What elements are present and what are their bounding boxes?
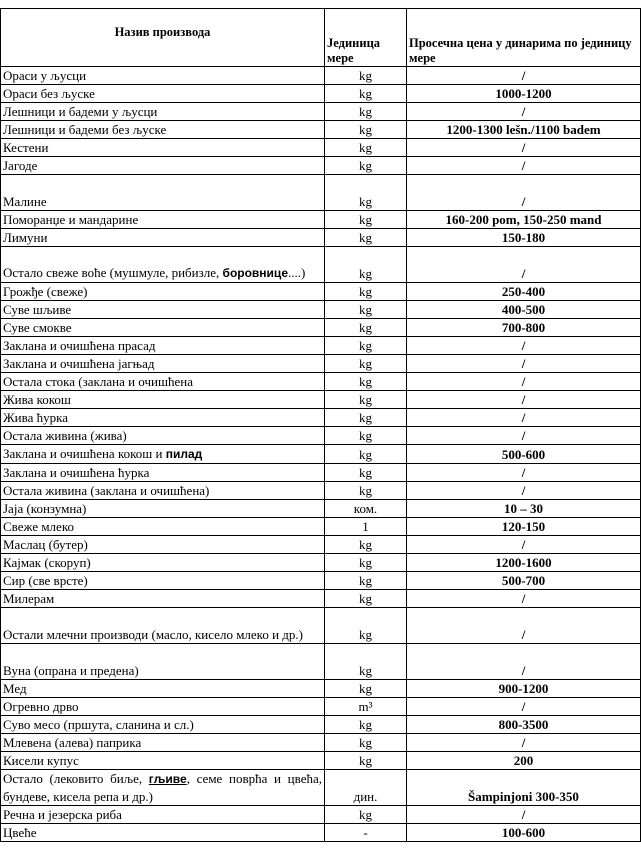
table-row <box>1 590 641 608</box>
table-row <box>1 337 641 355</box>
product-name-part: Заклана и очишћена кокош и <box>3 446 166 461</box>
unit-cell: kg <box>325 157 407 175</box>
price-cell: / <box>407 608 641 644</box>
price-cell: / <box>407 247 641 283</box>
unit-cell: m³ <box>325 698 407 716</box>
price-cell: 1200-1300 lešn./1100 badem <box>407 121 641 139</box>
price-cell: / <box>407 391 641 409</box>
product-name: Жива ћурка <box>1 409 325 427</box>
product-name-part: Остало (лековито биље, <box>3 771 149 786</box>
price-cell: / <box>407 355 641 373</box>
price-cell: / <box>407 175 641 211</box>
price-cell: / <box>407 734 641 752</box>
product-name: Млевена (алева) паприка <box>1 734 325 752</box>
product-name: Милерам <box>1 590 325 608</box>
product-name: Остала стока (заклана и очишћена <box>1 373 325 391</box>
price-table <box>0 8 641 842</box>
unit-cell: kg <box>325 445 407 464</box>
unit-cell: - <box>325 824 407 842</box>
unit-cell: kg <box>325 554 407 572</box>
unit-cell: ком. <box>325 500 407 518</box>
unit-cell: kg <box>325 229 407 247</box>
table-row <box>1 482 641 500</box>
product-name: Остала живина (заклана и очишћена) <box>1 482 325 500</box>
product-name: Остала живина (жива) <box>1 427 325 445</box>
product-name-part: ....) <box>288 265 306 280</box>
product-name-part: боровнице <box>222 266 288 280</box>
unit-cell: kg <box>325 319 407 337</box>
table-row <box>1 734 641 752</box>
product-name: Ораси без љуске <box>1 85 325 103</box>
unit-cell: kg <box>325 85 407 103</box>
table-row <box>1 554 641 572</box>
unit-cell: kg <box>325 301 407 319</box>
product-name: Речна и језерска риба <box>1 806 325 824</box>
product-name: Цвеће <box>1 824 325 842</box>
unit-cell: kg <box>325 734 407 752</box>
price-cell: / <box>407 536 641 554</box>
product-name: Свеже млеко <box>1 518 325 536</box>
table-row <box>1 301 641 319</box>
product-name: Заклана и очишћена јагњад <box>1 355 325 373</box>
product-name-part: , семе поврћа и цвећа, бундеве, кисела репа и др.) <box>3 771 322 804</box>
price-cell: 10 – 30 <box>407 500 641 518</box>
price-cell: / <box>407 590 641 608</box>
table-row <box>1 698 641 716</box>
table-row <box>1 247 641 283</box>
price-cell: 800-3500 <box>407 716 641 734</box>
unit-cell: kg <box>325 67 407 85</box>
price-cell: 1200-1600 <box>407 554 641 572</box>
table-row <box>1 427 641 445</box>
unit-cell: kg <box>325 590 407 608</box>
table-row <box>1 391 641 409</box>
price-cell: 200 <box>407 752 641 770</box>
table-row <box>1 229 641 247</box>
header-price: Просечна цена у динарима по јединицу мере <box>407 9 641 67</box>
table-row <box>1 608 641 644</box>
price-cell: 150-180 <box>407 229 641 247</box>
price-cell: / <box>407 373 641 391</box>
price-cell: / <box>407 67 641 85</box>
table-row <box>1 319 641 337</box>
price-cell: 1000-1200 <box>407 85 641 103</box>
table-row <box>1 121 641 139</box>
unit-cell: kg <box>325 139 407 157</box>
unit-cell: kg <box>325 211 407 229</box>
product-name <box>1 445 325 464</box>
unit-cell: kg <box>325 464 407 482</box>
product-name: Лешници и бадеми у љусци <box>1 103 325 121</box>
price-cell: / <box>407 409 641 427</box>
table-row <box>1 283 641 301</box>
price-cell: / <box>407 427 641 445</box>
product-name: Заклана и очишћена прасад <box>1 337 325 355</box>
price-cell: / <box>407 337 641 355</box>
price-cell: / <box>407 482 641 500</box>
price-cell: 250-400 <box>407 283 641 301</box>
unit-cell: дин. <box>325 770 407 806</box>
unit-cell: kg <box>325 103 407 121</box>
product-name: Поморанџе и мандарине <box>1 211 325 229</box>
product-name: Мед <box>1 680 325 698</box>
table-row <box>1 824 641 842</box>
table-row <box>1 409 641 427</box>
product-name: Лешници и бадеми без љуске <box>1 121 325 139</box>
unit-cell: kg <box>325 716 407 734</box>
product-name: Ораси у љусци <box>1 67 325 85</box>
product-name: Сир (све врсте) <box>1 572 325 590</box>
unit-cell: kg <box>325 806 407 824</box>
product-name-part: Остало свеже воће (мушмуле, рибизле, <box>3 265 220 280</box>
product-name: Малине <box>1 175 325 211</box>
price-cell: Šampinjoni 300-350 <box>407 770 641 806</box>
price-cell: 160-200 pom, 150-250 mand <box>407 211 641 229</box>
table-row <box>1 518 641 536</box>
price-cell: / <box>407 644 641 680</box>
product-name: Јагоде <box>1 157 325 175</box>
unit-cell: kg <box>325 391 407 409</box>
product-name: Огревно дрво <box>1 698 325 716</box>
product-name: Суве шљиве <box>1 301 325 319</box>
table-row <box>1 770 641 806</box>
header-unit: Јединица мере <box>325 9 407 67</box>
unit-cell: kg <box>325 355 407 373</box>
product-name: Кестени <box>1 139 325 157</box>
price-cell: / <box>407 464 641 482</box>
table-row <box>1 211 641 229</box>
price-cell: / <box>407 157 641 175</box>
price-cell: 700-800 <box>407 319 641 337</box>
table-row <box>1 644 641 680</box>
price-cell: 900-1200 <box>407 680 641 698</box>
product-name-part: гљиве <box>148 772 187 786</box>
product-name: Остали млечни производи (масло, кисело млеко и др.) <box>1 608 325 644</box>
price-cell: / <box>407 806 641 824</box>
unit-cell: kg <box>325 409 407 427</box>
table-row <box>1 572 641 590</box>
table-row <box>1 103 641 121</box>
table-row <box>1 716 641 734</box>
product-name: Маслац (бутер) <box>1 536 325 554</box>
product-name: Суве смокве <box>1 319 325 337</box>
unit-cell: kg <box>325 608 407 644</box>
product-name: Заклана и очишћена ћурка <box>1 464 325 482</box>
unit-cell: kg <box>325 572 407 590</box>
table-row <box>1 806 641 824</box>
product-name: Жива кокош <box>1 391 325 409</box>
unit-cell: kg <box>325 482 407 500</box>
table-row <box>1 464 641 482</box>
product-name <box>1 770 325 806</box>
table-row <box>1 157 641 175</box>
table-row <box>1 139 641 157</box>
table-row <box>1 67 641 85</box>
product-name-part: пилад <box>165 447 203 461</box>
product-name <box>1 247 325 283</box>
table-row <box>1 536 641 554</box>
header-product-name: Назив производа <box>1 9 325 67</box>
unit-cell: 1 <box>325 518 407 536</box>
table-row <box>1 500 641 518</box>
table-header-row <box>1 9 641 67</box>
price-cell: 120-150 <box>407 518 641 536</box>
product-name: Јаја (конзумна) <box>1 500 325 518</box>
unit-cell: kg <box>325 644 407 680</box>
unit-cell: kg <box>325 121 407 139</box>
unit-cell: kg <box>325 752 407 770</box>
table-row <box>1 373 641 391</box>
table-row <box>1 445 641 464</box>
price-cell: 400-500 <box>407 301 641 319</box>
price-cell: / <box>407 103 641 121</box>
unit-cell: kg <box>325 337 407 355</box>
unit-cell: kg <box>325 680 407 698</box>
table-row <box>1 752 641 770</box>
product-name: Вуна (опрана и предена) <box>1 644 325 680</box>
product-name: Грожђе (свеже) <box>1 283 325 301</box>
unit-cell: kg <box>325 373 407 391</box>
unit-cell: kg <box>325 427 407 445</box>
product-name: Суво месо (пршута, сланина и сл.) <box>1 716 325 734</box>
product-name: Лимуни <box>1 229 325 247</box>
price-cell: / <box>407 139 641 157</box>
price-cell: / <box>407 698 641 716</box>
unit-cell: kg <box>325 247 407 283</box>
table-row <box>1 175 641 211</box>
unit-cell: kg <box>325 536 407 554</box>
price-cell: 500-700 <box>407 572 641 590</box>
unit-cell: kg <box>325 175 407 211</box>
table-row <box>1 680 641 698</box>
table-row <box>1 85 641 103</box>
price-cell: 100-600 <box>407 824 641 842</box>
product-name: Кајмак (скоруп) <box>1 554 325 572</box>
product-name: Кисели купус <box>1 752 325 770</box>
table-row <box>1 355 641 373</box>
unit-cell: kg <box>325 283 407 301</box>
price-cell: 500-600 <box>407 445 641 464</box>
